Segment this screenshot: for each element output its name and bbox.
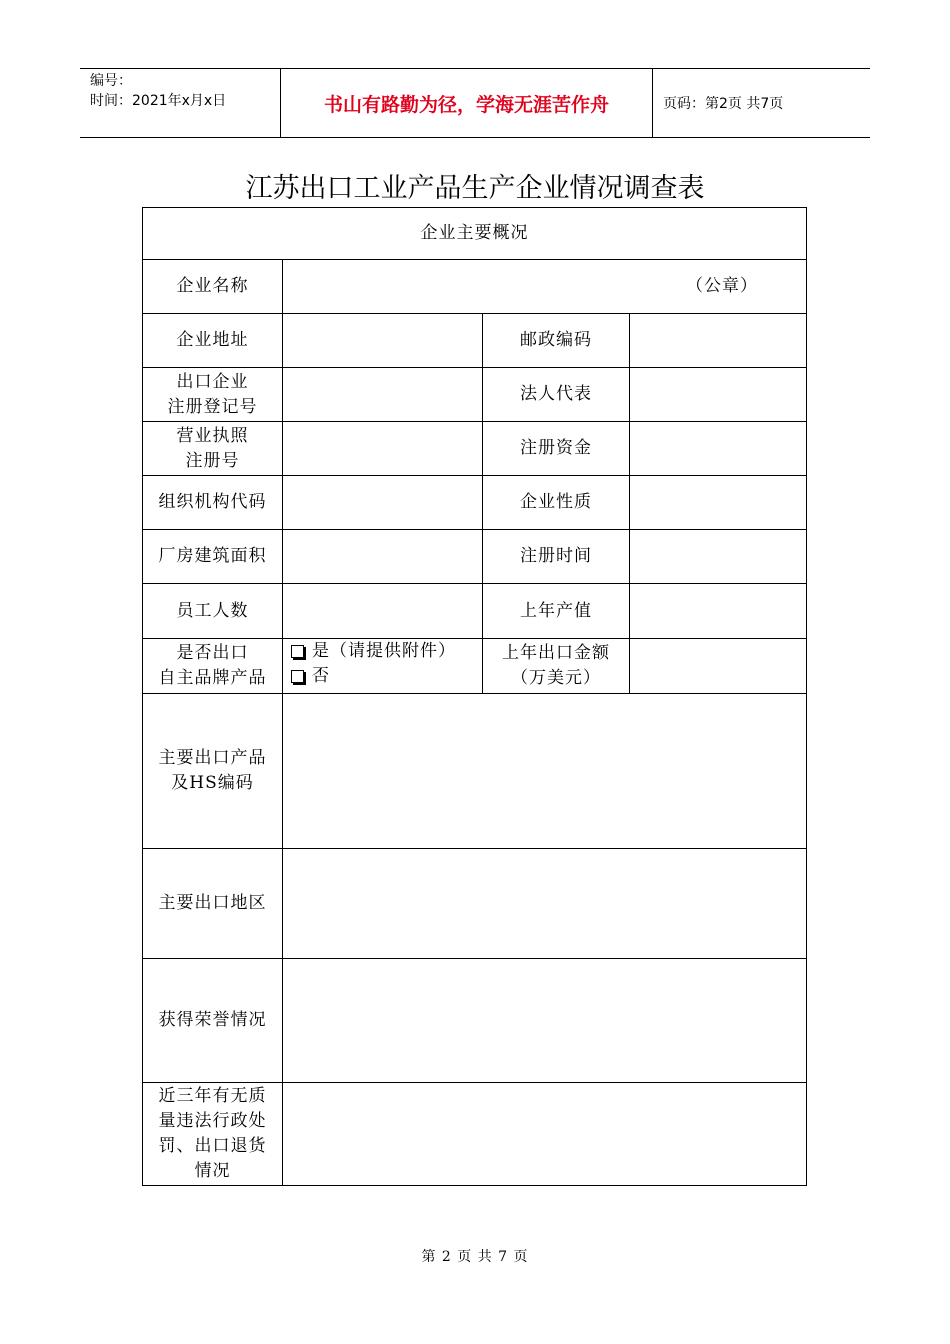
export-amount-label: [483, 639, 630, 694]
survey-form-table: [142, 207, 807, 1186]
penalty-label-line1: 近三年有无质: [158, 1086, 267, 1106]
business-license-field[interactable]: [283, 422, 483, 476]
main-products-field[interactable]: [283, 694, 806, 849]
header-page-info: 页码：第2页 共7页: [663, 96, 784, 112]
page-footer: 第 2 页 共 7 页: [421, 1249, 529, 1265]
main-products-label: [143, 694, 283, 849]
own-brand-label-line1: 是否出口: [176, 643, 249, 663]
penalty-label-line3: 罚、出口退货: [158, 1136, 267, 1156]
section-title: 企业主要概况: [143, 208, 806, 260]
factory-area-label: 厂房建筑面积: [143, 530, 283, 584]
main-products-label-line2: 及HS编码: [171, 773, 254, 793]
postcode-field[interactable]: [630, 314, 806, 368]
employees-field[interactable]: [283, 584, 483, 639]
penalty-label: [143, 1083, 283, 1185]
export-amount-label-line1: 上年出口金额: [502, 643, 610, 663]
address-label: 企业地址: [143, 314, 283, 368]
business-license-label: [143, 422, 283, 476]
main-products-label-line1: 主要出口产品: [158, 748, 267, 768]
own-brand-label: [143, 639, 283, 694]
penalty-label-line2: 量违法行政处: [158, 1111, 267, 1131]
address-field[interactable]: [283, 314, 483, 368]
page-title: 江苏出口工业产品生产企业情况调查表: [245, 173, 705, 204]
penalty-field[interactable]: [283, 1083, 806, 1185]
legal-rep-label: 法人代表: [483, 368, 630, 422]
export-amount-field[interactable]: [630, 639, 806, 694]
option-no[interactable]: [291, 664, 330, 689]
registration-number-field[interactable]: [283, 368, 483, 422]
registration-label-line2: 注册登记号: [167, 396, 258, 417]
company-name-label: 企业名称: [143, 260, 283, 314]
penalty-label-line4: 情况: [194, 1161, 231, 1181]
registration-time-field[interactable]: [630, 530, 806, 584]
registration-number-label: [143, 368, 283, 422]
company-nature-field[interactable]: [630, 476, 806, 530]
honors-field[interactable]: [283, 959, 806, 1083]
number-label: 编号：: [90, 73, 132, 89]
own-brand-label-line2: 自主品牌产品: [158, 668, 267, 688]
org-code-field[interactable]: [283, 476, 483, 530]
registered-capital-field[interactable]: [630, 422, 806, 476]
header-meta: [80, 69, 281, 137]
last-year-output-field[interactable]: [630, 584, 806, 639]
honors-label: 获得荣誉情况: [143, 959, 283, 1083]
option-yes-label: 是（请提供附件）: [312, 641, 456, 661]
option-yes[interactable]: [291, 639, 456, 664]
company-name-field[interactable]: [283, 260, 806, 314]
employees-label: 员工人数: [143, 584, 283, 639]
license-label-line2: 注册号: [185, 450, 240, 471]
export-amount-label-line2: （万美元）: [511, 668, 601, 688]
time-label: 时间：2021年x月x日: [90, 93, 227, 109]
registration-label-line1: 出口企业: [176, 371, 249, 392]
postcode-label: 邮政编码: [483, 314, 630, 368]
checkbox-icon[interactable]: [291, 670, 304, 683]
registration-time-label: 注册时间: [483, 530, 630, 584]
export-regions-field[interactable]: [283, 849, 806, 959]
seal-note: （公章）: [686, 276, 758, 296]
header-motto: 书山有路勤为径，学海无涯苦作舟: [281, 69, 653, 137]
checkbox-icon[interactable]: [291, 645, 304, 658]
license-label-line1: 营业执照: [176, 425, 249, 446]
document-header: [80, 68, 870, 138]
org-code-label: 组织机构代码: [143, 476, 283, 530]
registered-capital-label: 注册资金: [483, 422, 630, 476]
last-year-output-label: 上年产值: [483, 584, 630, 639]
factory-area-field[interactable]: [283, 530, 483, 584]
export-regions-label: 主要出口地区: [143, 849, 283, 959]
company-nature-label: 企业性质: [483, 476, 630, 530]
option-no-label: 否: [312, 666, 330, 686]
own-brand-options: [283, 639, 483, 694]
legal-rep-field[interactable]: [630, 368, 806, 422]
